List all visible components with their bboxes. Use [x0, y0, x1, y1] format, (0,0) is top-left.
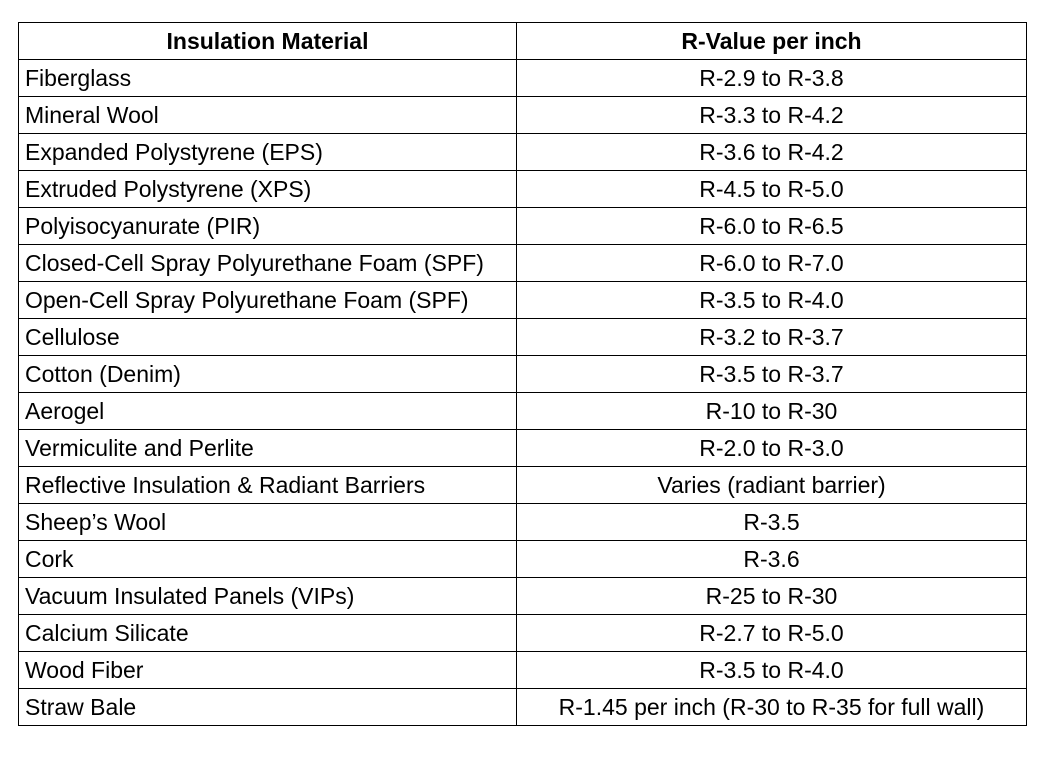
material-cell: Cork [19, 541, 517, 578]
table-row [19, 689, 1027, 726]
table-row [19, 652, 1027, 689]
material-cell: Vacuum Insulated Panels (VIPs) [19, 578, 517, 615]
r-value-cell: R-6.0 to R-7.0 [517, 245, 1027, 282]
table-row [19, 430, 1027, 467]
material-cell: Mineral Wool [19, 97, 517, 134]
r-value-cell: R-3.3 to R-4.2 [517, 97, 1027, 134]
table-row [19, 541, 1027, 578]
header-row [19, 23, 1027, 60]
table-row [19, 134, 1027, 171]
r-value-cell: R-3.6 [517, 541, 1027, 578]
table-row [19, 504, 1027, 541]
header-r-value-per-inch: R-Value per inch [517, 23, 1027, 60]
material-cell: Sheep’s Wool [19, 504, 517, 541]
table-row [19, 245, 1027, 282]
material-cell: Expanded Polystyrene (EPS) [19, 134, 517, 171]
table-row [19, 60, 1027, 97]
header-insulation-material: Insulation Material [19, 23, 517, 60]
r-value-cell: R-3.5 to R-4.0 [517, 652, 1027, 689]
material-cell: Open-Cell Spray Polyurethane Foam (SPF) [19, 282, 517, 319]
material-cell: Straw Bale [19, 689, 517, 726]
material-cell: Reflective Insulation & Radiant Barriers [19, 467, 517, 504]
material-cell: Cotton (Denim) [19, 356, 517, 393]
material-cell: Vermiculite and Perlite [19, 430, 517, 467]
r-value-cell: R-2.9 to R-3.8 [517, 60, 1027, 97]
r-value-cell: R-3.5 to R-3.7 [517, 356, 1027, 393]
table-row [19, 615, 1027, 652]
r-value-cell: R-25 to R-30 [517, 578, 1027, 615]
r-value-cell: R-3.5 [517, 504, 1027, 541]
table-row [19, 97, 1027, 134]
table-row [19, 467, 1027, 504]
material-cell: Aerogel [19, 393, 517, 430]
table-header [19, 23, 1027, 60]
material-cell: Cellulose [19, 319, 517, 356]
table-row [19, 319, 1027, 356]
material-cell: Extruded Polystyrene (XPS) [19, 171, 517, 208]
r-value-cell: Varies (radiant barrier) [517, 467, 1027, 504]
material-cell: Wood Fiber [19, 652, 517, 689]
table-row [19, 356, 1027, 393]
r-value-cell: R-3.6 to R-4.2 [517, 134, 1027, 171]
r-value-cell: R-2.7 to R-5.0 [517, 615, 1027, 652]
table-row [19, 171, 1027, 208]
r-value-cell: R-3.5 to R-4.0 [517, 282, 1027, 319]
table-row [19, 208, 1027, 245]
material-cell: Fiberglass [19, 60, 517, 97]
insulation-rvalue-table [18, 22, 1027, 726]
table-body [19, 60, 1027, 726]
material-cell: Polyisocyanurate (PIR) [19, 208, 517, 245]
material-cell: Closed-Cell Spray Polyurethane Foam (SPF) [19, 245, 517, 282]
table-row [19, 578, 1027, 615]
material-cell: Calcium Silicate [19, 615, 517, 652]
r-value-cell: R-6.0 to R-6.5 [517, 208, 1027, 245]
r-value-cell: R-1.45 per inch (R-30 to R-35 for full wall) [517, 689, 1027, 726]
table-row [19, 393, 1027, 430]
r-value-cell: R-10 to R-30 [517, 393, 1027, 430]
r-value-cell: R-4.5 to R-5.0 [517, 171, 1027, 208]
table-row [19, 282, 1027, 319]
r-value-cell: R-2.0 to R-3.0 [517, 430, 1027, 467]
r-value-cell: R-3.2 to R-3.7 [517, 319, 1027, 356]
